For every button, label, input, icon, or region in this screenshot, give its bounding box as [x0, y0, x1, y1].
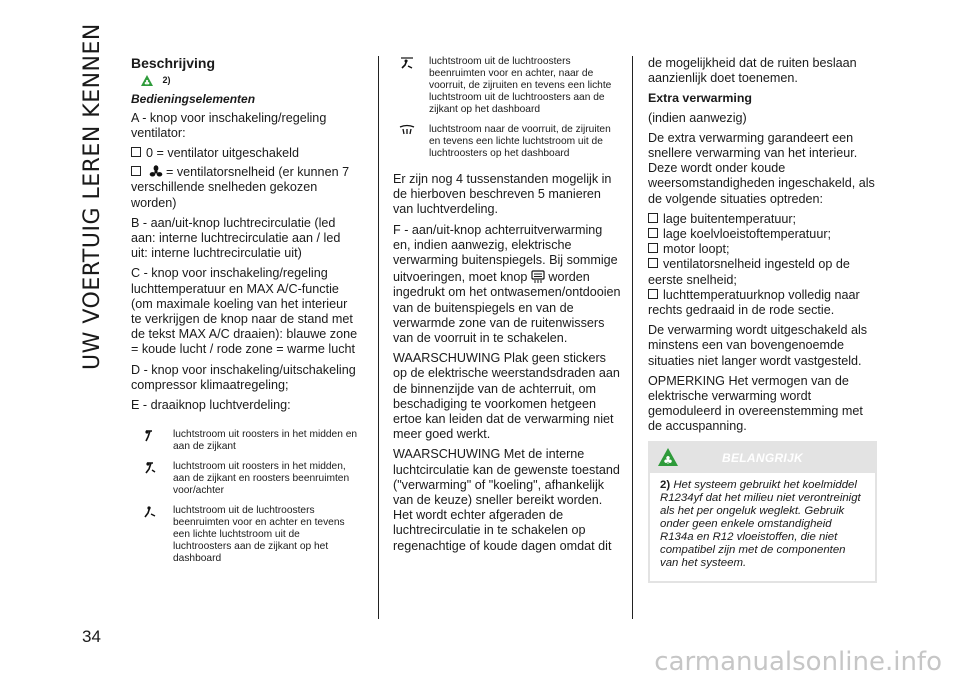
paragraph: D - knop voor inschakeling/uitschakeling compressor klimaatregeling;: [131, 362, 356, 392]
bullet-icon: [648, 228, 658, 238]
list-item: luchttemperatuurknop volledig naar rechts gedraaid in de rode sectie.: [648, 287, 860, 318]
list-item: luchtstroom uit de luchtroosters beenruimten voor en achter, naar de voorruit, de zijruiten en tevens een lichte luchtstroom uit de luchtroosters aan de zijkant op het dashboard: [393, 56, 623, 116]
page-number: 34: [82, 627, 101, 646]
paragraph: de mogelijkheid dat de ruiten beslaan aanzienlijk doet toenemen.: [648, 56, 857, 86]
section-title-vertical: UW VOERTUIG LEREN KENNEN: [80, 23, 105, 370]
paragraph: WAARSCHUWING Met de interne luchtcirculatie kan de gewenste toestand ("verwarming" of "koeling", afhankelijk van de keuze) sneller bereikt worden. Het wordt echter afgeraden de luchtrecirculatie in te schakelen op regenachtige of koude dagen omdat dit: [393, 447, 620, 553]
bullet-icon: [131, 166, 141, 176]
fan-icon: [149, 165, 163, 179]
paragraph: De verwarming wordt uitgeschakeld als minstens een van bovengenoemde situaties niet langer wordt vastgesteld.: [648, 323, 868, 368]
bullet-icon: [648, 213, 658, 223]
bullet-icon: [648, 289, 658, 299]
section-heading: Beschrijving: [131, 55, 216, 71]
important-notice-box: [648, 441, 877, 583]
paragraph: A - knop voor inschakeling/regeling ventilator:: [131, 110, 327, 140]
rear-defrost-icon: [531, 270, 545, 283]
list-item: motor loopt;: [648, 242, 878, 257]
paragraph: F - aan/uit-knop achterruitverwarming en, indien aanwezig, elektrische verwarming buitenspiegels. Bij sommige uitvoeringen, moet knop worden ingedrukt om het ontwasemen/ontdooien van de buitenspiegels en van de verwarmde zone van de ruitenwissers van de voorruit in te schakelen.: [393, 222, 621, 346]
airflow-feet-windscreen-icon: [399, 56, 415, 70]
bullet-icon: [648, 258, 658, 268]
list-item: 0 = ventilator uitgeschakeld: [131, 146, 359, 161]
paragraph: C - knop voor inschakeling/regeling luchttemperatuur en MAX A/C-functie (om maximale koeling van het interieur te verkrijgen de knop naar de stand met de tekst MAX A/C draaien): blauwe zone = koude lucht / rode zone = warme lucht: [131, 266, 358, 357]
paragraph: OPMERKING Het vermogen van de elektrische verwarming wordt gemoduleerd in overeenstemming met de accuspanning.: [648, 373, 863, 434]
eco-warning-icon: [141, 75, 153, 87]
windscreen-defrost-icon: [399, 124, 415, 136]
column-1: [131, 56, 359, 573]
column-2: [393, 56, 623, 559]
svg-text:♣: ♣: [663, 454, 673, 466]
paragraph: (indien aanwezig): [648, 110, 747, 125]
column-3: [648, 56, 878, 440]
list-item: luchtstroom uit roosters in het midden, aan de zijkant en roosters beenruimten voor/achter: [131, 461, 359, 497]
column-divider: [378, 56, 379, 619]
airflow-feet-icon: [143, 505, 157, 519]
paragraph: Er zijn nog 4 tussenstanden mogelijk in de hierboven beschreven 5 manieren van luchtverdeling.: [393, 172, 612, 217]
list-item: ventilatorsnelheid ingesteld op de eerste snelheid;: [648, 257, 850, 287]
notice-title: BELANGRIJK: [721, 451, 803, 465]
svg-text:♣: ♣: [143, 78, 151, 87]
notice-body: 2) Het systeem gebruikt het koelmiddel R1234yf dat het milieu niet verontreinigt als het per ongeluk weglekt. Gebruik onder geen enkele omstandigheid R134a en R12 vloeistoffen, die niet compatibel zijn met de componenten van het systeem.: [648, 473, 877, 583]
column-divider: [632, 56, 633, 619]
section-heading: Extra verwarming: [648, 91, 752, 106]
eco-reference: ♣ $^{2)}$: [141, 73, 359, 88]
list-item: luchtstroom uit roosters in het midden en aan de zijkant: [131, 429, 359, 453]
notice-header: [648, 441, 877, 473]
list-item: luchtstroom naar de voorruit, de zijruiten en tevens een lichte luchtstroom uit de luchtroosters op het dashboard: [393, 124, 623, 160]
airflow-face-icon: [143, 429, 155, 443]
paragraph: De extra verwarming garandeert een snellere verwarming van het interieur. Deze wordt onder koude weersomstandigheden ingeschakeld, als de volgende situaties optreden:: [648, 130, 875, 206]
paragraph: B - aan/uit-knop luchtrecirculatie (led aan: interne luchtrecirculatie aan / led uit: interne luchtrecirculatie uit): [131, 215, 341, 261]
paragraph: E - draaiknop luchtverdeling:: [131, 398, 291, 413]
paragraph: WAARSCHUWING Plak geen stickers op de elektrische weerstandsdraden aan de binnenzijde van de achterruit, om beschadiging te voorkomen hetgeen ertoe kan leiden dat de verwarming niet meer goed werkt.: [393, 351, 620, 442]
subheading: Bedieningselementen: [131, 92, 256, 107]
list-item: = ventilatorsnelheid (er kunnen 7 verschillende snelheden gekozen worden): [131, 165, 350, 210]
watermark: carmanualsonline.info: [654, 647, 942, 677]
bullet-icon: [648, 243, 658, 253]
list-item: lage buitentemperatuur;: [648, 212, 878, 227]
list-item: luchtstroom uit de luchtroosters beenruimten voor en achter en tevens een lichte luchtstroom uit de luchtroosters aan de zijkant op het dashboard: [131, 505, 359, 565]
bullet-icon: [131, 147, 141, 157]
airflow-face-feet-icon: [143, 461, 157, 475]
list-item: lage koelvloeistoftemperatuur;: [648, 227, 878, 242]
